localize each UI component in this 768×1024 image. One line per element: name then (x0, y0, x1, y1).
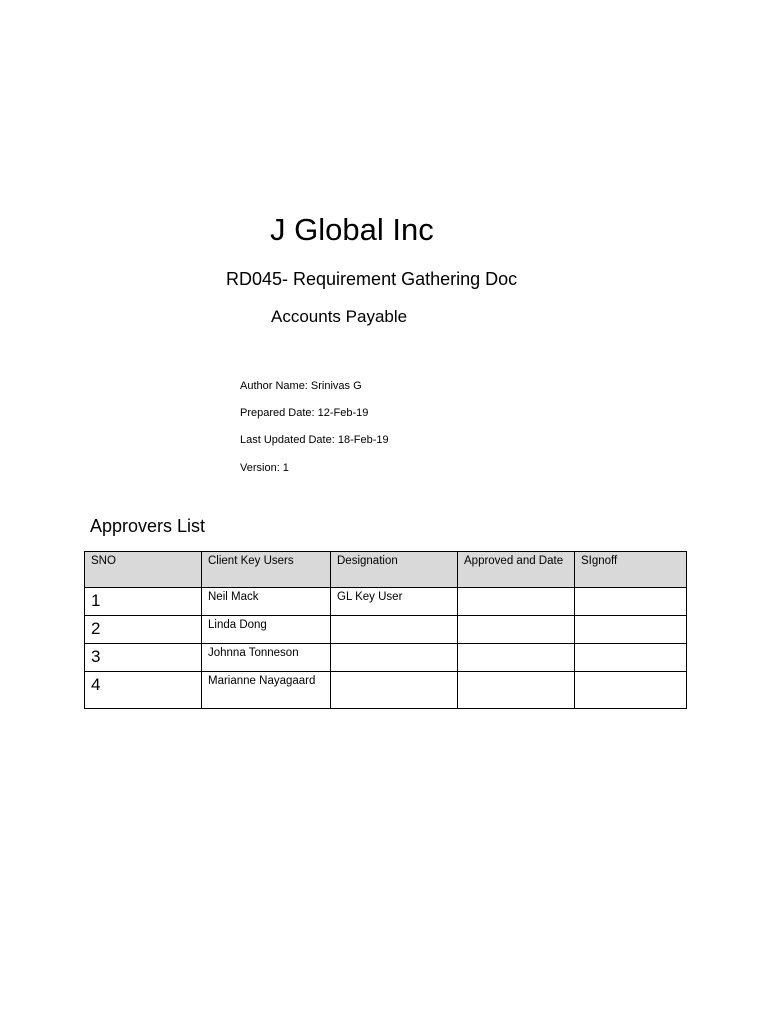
version: Version: 1 (240, 462, 289, 474)
table-row (85, 588, 687, 616)
approvers-table (84, 551, 687, 709)
row-designation (331, 644, 458, 672)
row-approved-and-date (458, 644, 575, 672)
row-signoff (575, 644, 687, 672)
row-client-key-user: Johnna Tonneson (202, 644, 331, 672)
row-client-key-user: Marianne Nayagaard (202, 672, 331, 709)
row-designation (331, 616, 458, 644)
row-signoff (575, 588, 687, 616)
prepared-date: Prepared Date: 12-Feb-19 (240, 407, 369, 419)
module-name: Accounts Payable (271, 307, 408, 326)
column-header-client-key-users: Client Key Users (202, 552, 331, 588)
column-header-signoff: SIgnoff (575, 552, 687, 588)
row-approved-and-date (458, 616, 575, 644)
table-row (85, 616, 687, 644)
company-name: J Global Inc (270, 212, 434, 247)
column-header-sno: SNO (85, 552, 202, 588)
author-name: Author Name: Srinivas G (240, 380, 362, 392)
row-designation (331, 672, 458, 709)
column-header-designation: Designation (331, 552, 458, 588)
row-client-key-user: Neil Mack (202, 588, 331, 616)
table-row (85, 672, 687, 709)
row-approved-and-date (458, 672, 575, 709)
last-updated-date: Last Updated Date: 18-Feb-19 (240, 434, 389, 446)
row-approved-and-date (458, 588, 575, 616)
column-header-approved-and-date: Approved and Date (458, 552, 575, 588)
row-sno: 2 (85, 616, 202, 644)
approvers-list-heading: Approvers List (90, 516, 206, 536)
row-signoff (575, 616, 687, 644)
table-header-row (85, 552, 687, 588)
row-designation: GL Key User (331, 588, 458, 616)
table-row (85, 644, 687, 672)
row-sno: 4 (85, 672, 202, 709)
row-sno: 1 (85, 588, 202, 616)
document-title: RD045- Requirement Gathering Doc (226, 269, 518, 289)
row-sno: 3 (85, 644, 202, 672)
row-client-key-user: Linda Dong (202, 616, 331, 644)
row-signoff (575, 672, 687, 709)
